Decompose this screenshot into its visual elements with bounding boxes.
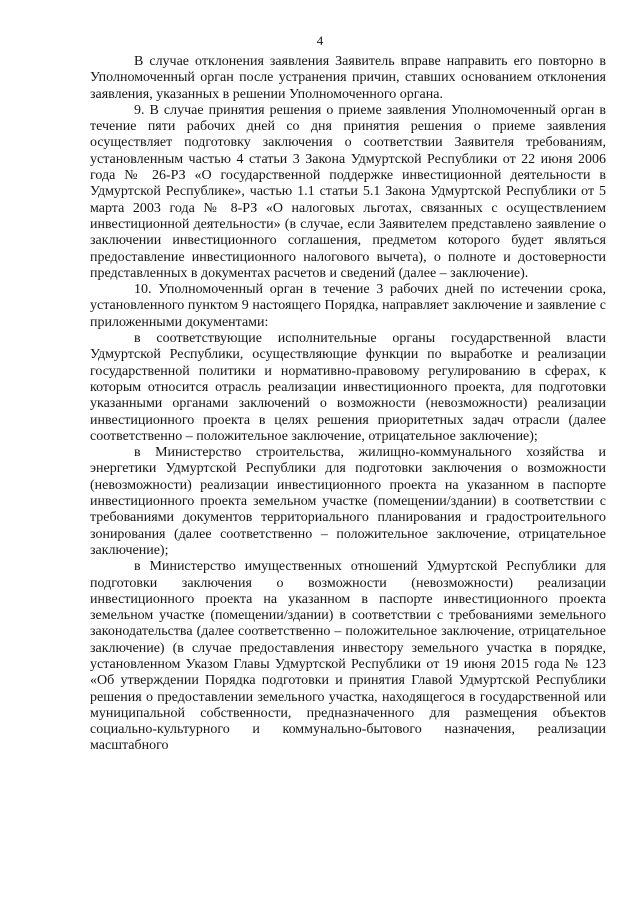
- paragraph-ministry-property: в Министерство имущественных отношений Удмуртской Республики для подготовки заключения о возможности (невозможности) реализации инвестиционного проекта на указанном в паспорте инвестиционного проекта земельном участке (помещении/здании) в соответствии с требованиями земельного законодательства (далее соответственно – положительное заключение, отрицательное заключение) (в случае предоставления инвестору земельного участка в порядке, установленном Указом Главы Удмуртской Республики от 19 июня 2015 года № 123 «Об утверждении Порядка подготовки и принятия Главой Удмуртской Республики решения о предоставлении земельного участка, находящегося в государственной или муниципальной собственности, предназначенного для размещения объектов социально-культурного и коммунально-бытового назначения, реализации масштабного: [90, 559, 606, 754]
- page-number: 4: [316, 33, 324, 48]
- paragraph-rejection-resubmission: В случае отклонения заявления Заявитель вправе направить его повторно в Уполномоченный орган после устранения причин, ставших основанием отклонения заявления, указанных в решении Уполномоченного органа.: [90, 54, 606, 102]
- paragraph-item-10: 10. Уполномоченный орган в течение 3 рабочих дней по истечении срока, установленного пунктом 9 настоящего Порядка, направляет заключение и заявление с приложенными документами:: [90, 282, 606, 330]
- paragraph-item-9: 9. В случае принятия решения о приеме заявления Уполномоченный орган в течение пяти рабочих дней со дня принятия решения о приеме заявления осуществляет подготовку заключения о соответствии Заявителя требованиям, установленным частью 4 статьи 3 Закона Удмуртской Республики от 22 июня 2006 года № 26-РЗ «О государственной поддержке инвестиционной деятельности в Удмуртской Республике», частью 1.1 статьи 5.1 Закона Удмуртской Республики от 5 марта 2003 года № 8-РЗ «О налоговых льготах, связанных с осуществлением инвестиционной деятельности» (в случае, если Заявителем представлено заявление о заключении инвестиционного соглашения, предметом которого будет являться предоставление инвестиционного налогового вычета), о полноте и достоверности представленных в документах расчетов и сведений (далее – заключение).: [90, 102, 606, 281]
- paragraph-executive-bodies: в соответствующие исполнительные органы государственной власти Удмуртской Республики, осуществляющие функции по выработке и реализации государственной политики и нормативно-правовому регулированию в сферах, к которым относится отрасль реализации инвестиционного проекта, для подготовки указанными органами заключений о возможности (невозможности) реализации инвестиционного проекта в целях решения приоритетных задач отрасли (далее соответственно – положительное заключение, отрицательное заключение);: [90, 331, 606, 444]
- document-body: [90, 54, 606, 755]
- paragraph-ministry-construction: в Министерство строительства, жилищно-коммунального хозяйства и энергетики Удмуртской Республики для подготовки заключения о возможности (невозможности) реализации инвестиционного проекта на указанном в паспорте инвестиционного проекта земельном участке (помещении/здании) в соответствии с требованиями документов территориального планирования и градостроительного зонирования (далее соответственно – положительное заключение, отрицательное заключение);: [90, 445, 606, 558]
